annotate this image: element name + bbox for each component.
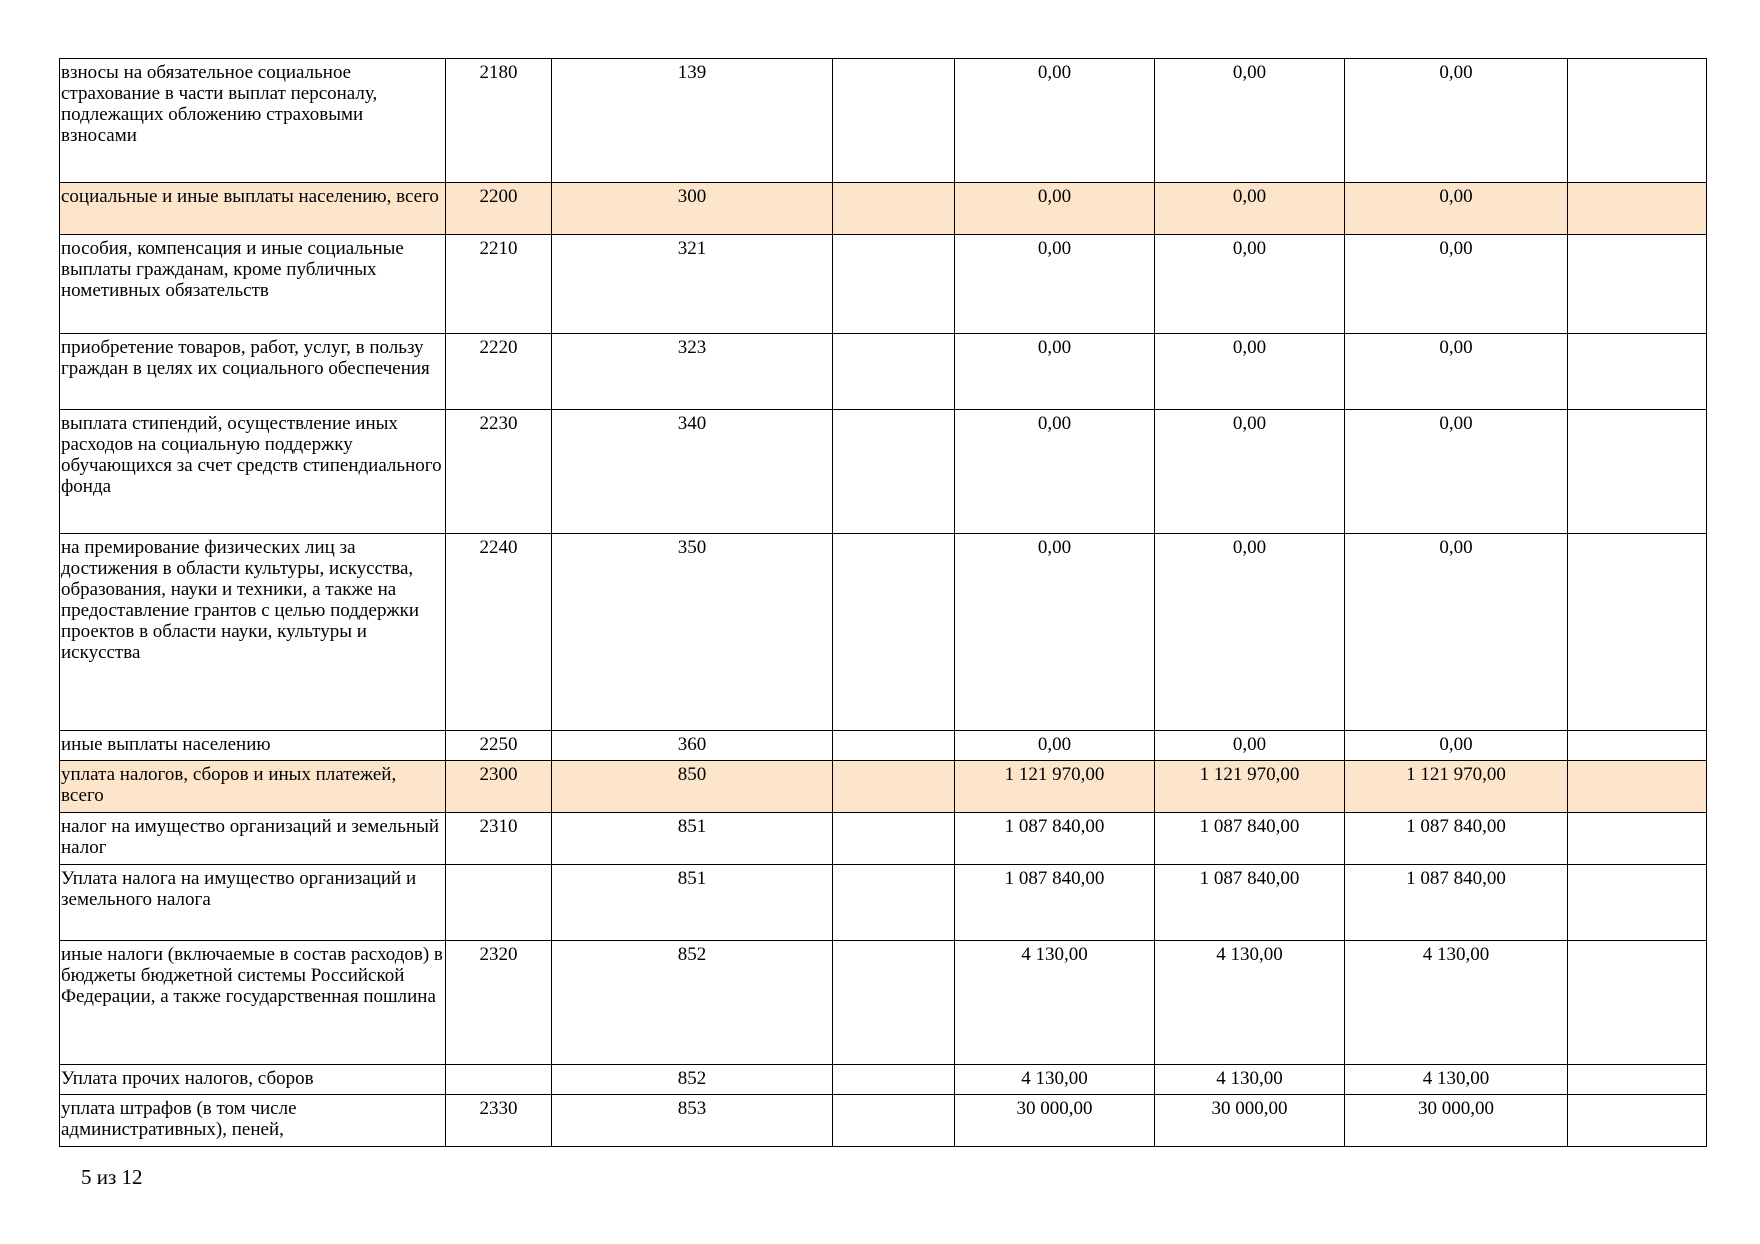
table-row <box>60 534 1707 731</box>
cell-amount-year-3: 4 130,00 <box>1345 1065 1568 1095</box>
table-row <box>60 59 1707 183</box>
cell-amount-year-2: 1 087 840,00 <box>1155 865 1345 941</box>
cell-amount-year-3: 0,00 <box>1345 183 1568 235</box>
cell-amount-year-1: 0,00 <box>955 183 1155 235</box>
cell-amount-year-3: 0,00 <box>1345 59 1568 183</box>
cell-description: социальные и иные выплаты населению, всего <box>60 183 446 235</box>
cell-amount-year-3: 0,00 <box>1345 731 1568 761</box>
cell-line-code: 2200 <box>446 183 552 235</box>
cell-kbk-code: 323 <box>552 334 833 410</box>
cell-kbk-code: 851 <box>552 813 833 865</box>
cell-description: выплата стипендий, осуществление иных расходов на социальную поддержку обучающихся за счет средств стипендиального фонда <box>60 410 446 534</box>
cell-kbk-code: 851 <box>552 865 833 941</box>
cell-amount-year-3: 30 000,00 <box>1345 1095 1568 1147</box>
cell-note <box>1568 761 1707 813</box>
cell-note <box>1568 941 1707 1065</box>
cell-amount-year-3: 4 130,00 <box>1345 941 1568 1065</box>
cell-amount-year-2: 0,00 <box>1155 731 1345 761</box>
cell-description: приобретение товаров, работ, услуг, в пользу граждан в целях их социального обеспечения <box>60 334 446 410</box>
cell-line-code: 2230 <box>446 410 552 534</box>
cell-extra-code <box>833 183 955 235</box>
cell-note <box>1568 865 1707 941</box>
table-body <box>60 59 1707 1147</box>
cell-amount-year-1: 0,00 <box>955 59 1155 183</box>
cell-extra-code <box>833 761 955 813</box>
cell-extra-code <box>833 731 955 761</box>
table-row <box>60 865 1707 941</box>
table-row <box>60 1065 1707 1095</box>
cell-kbk-code: 340 <box>552 410 833 534</box>
cell-amount-year-1: 0,00 <box>955 235 1155 334</box>
cell-note <box>1568 813 1707 865</box>
financial-plan-table <box>59 58 1707 1147</box>
cell-note <box>1568 334 1707 410</box>
cell-amount-year-2: 0,00 <box>1155 334 1345 410</box>
cell-line-code: 2310 <box>446 813 552 865</box>
cell-amount-year-1: 0,00 <box>955 410 1155 534</box>
table-row <box>60 235 1707 334</box>
cell-line-code: 2210 <box>446 235 552 334</box>
table-row <box>60 410 1707 534</box>
cell-line-code: 2250 <box>446 731 552 761</box>
cell-kbk-code: 850 <box>552 761 833 813</box>
cell-amount-year-2: 0,00 <box>1155 183 1345 235</box>
cell-amount-year-2: 4 130,00 <box>1155 1065 1345 1095</box>
cell-extra-code <box>833 534 955 731</box>
cell-extra-code <box>833 865 955 941</box>
cell-note <box>1568 410 1707 534</box>
cell-extra-code <box>833 235 955 334</box>
table-row <box>60 731 1707 761</box>
cell-line-code <box>446 865 552 941</box>
cell-amount-year-3: 0,00 <box>1345 235 1568 334</box>
cell-description: Уплата прочих налогов, сборов <box>60 1065 446 1095</box>
cell-description: уплата штрафов (в том числе административных), пеней, <box>60 1095 446 1147</box>
cell-amount-year-3: 0,00 <box>1345 534 1568 731</box>
cell-note <box>1568 59 1707 183</box>
table-row <box>60 813 1707 865</box>
cell-amount-year-3: 0,00 <box>1345 334 1568 410</box>
cell-amount-year-2: 0,00 <box>1155 59 1345 183</box>
cell-note <box>1568 534 1707 731</box>
cell-amount-year-2: 1 121 970,00 <box>1155 761 1345 813</box>
cell-line-code: 2300 <box>446 761 552 813</box>
cell-amount-year-1: 1 121 970,00 <box>955 761 1155 813</box>
cell-extra-code <box>833 1065 955 1095</box>
cell-amount-year-3: 1 087 840,00 <box>1345 813 1568 865</box>
cell-amount-year-2: 0,00 <box>1155 534 1345 731</box>
cell-line-code: 2180 <box>446 59 552 183</box>
cell-amount-year-1: 1 087 840,00 <box>955 813 1155 865</box>
cell-amount-year-1: 30 000,00 <box>955 1095 1155 1147</box>
cell-extra-code <box>833 334 955 410</box>
cell-line-code: 2220 <box>446 334 552 410</box>
cell-extra-code <box>833 410 955 534</box>
cell-amount-year-1: 4 130,00 <box>955 941 1155 1065</box>
cell-amount-year-3: 1 087 840,00 <box>1345 865 1568 941</box>
table-row <box>60 334 1707 410</box>
cell-extra-code <box>833 59 955 183</box>
cell-amount-year-3: 0,00 <box>1345 410 1568 534</box>
cell-amount-year-3: 1 121 970,00 <box>1345 761 1568 813</box>
cell-note <box>1568 183 1707 235</box>
cell-amount-year-2: 1 087 840,00 <box>1155 813 1345 865</box>
cell-description: налог на имущество организаций и земельный налог <box>60 813 446 865</box>
cell-amount-year-1: 0,00 <box>955 334 1155 410</box>
cell-note <box>1568 731 1707 761</box>
cell-line-code <box>446 1065 552 1095</box>
cell-line-code: 2320 <box>446 941 552 1065</box>
cell-amount-year-2: 0,00 <box>1155 410 1345 534</box>
cell-amount-year-2: 0,00 <box>1155 235 1345 334</box>
cell-description: на премирование физических лиц за достижения в области культуры, искусства, образования, науки и техники, а также на предоставление грантов с целью поддержки проектов в области науки, культуры и искусства <box>60 534 446 731</box>
cell-extra-code <box>833 941 955 1065</box>
cell-kbk-code: 300 <box>552 183 833 235</box>
cell-kbk-code: 360 <box>552 731 833 761</box>
cell-amount-year-2: 30 000,00 <box>1155 1095 1345 1147</box>
page-number: 5 из 12 <box>81 1165 143 1189</box>
cell-kbk-code: 852 <box>552 941 833 1065</box>
cell-kbk-code: 853 <box>552 1095 833 1147</box>
cell-description: иные налоги (включаемые в состав расходов) в бюджеты бюджетной системы Российской Федерации, а также государственная пошлина <box>60 941 446 1065</box>
cell-note <box>1568 235 1707 334</box>
cell-extra-code <box>833 1095 955 1147</box>
cell-note <box>1568 1095 1707 1147</box>
cell-note <box>1568 1065 1707 1095</box>
cell-description: Уплата налога на имущество организаций и земельного налога <box>60 865 446 941</box>
table-row <box>60 183 1707 235</box>
table-row <box>60 761 1707 813</box>
cell-extra-code <box>833 813 955 865</box>
table-row <box>60 1095 1707 1147</box>
cell-kbk-code: 139 <box>552 59 833 183</box>
cell-kbk-code: 852 <box>552 1065 833 1095</box>
cell-amount-year-1: 0,00 <box>955 731 1155 761</box>
cell-description: взносы на обязательное социальное страхование в части выплат персоналу, подлежащих обложению страховыми взносами <box>60 59 446 183</box>
cell-amount-year-1: 0,00 <box>955 534 1155 731</box>
cell-line-code: 2330 <box>446 1095 552 1147</box>
cell-description: пособия, компенсация и иные социальные выплаты гражданам, кроме публичных нометивных обязательств <box>60 235 446 334</box>
cell-kbk-code: 350 <box>552 534 833 731</box>
cell-kbk-code: 321 <box>552 235 833 334</box>
cell-amount-year-2: 4 130,00 <box>1155 941 1345 1065</box>
table-row <box>60 941 1707 1065</box>
cell-description: иные выплаты населению <box>60 731 446 761</box>
cell-amount-year-1: 1 087 840,00 <box>955 865 1155 941</box>
cell-amount-year-1: 4 130,00 <box>955 1065 1155 1095</box>
cell-description: уплата налогов, сборов и иных платежей, всего <box>60 761 446 813</box>
cell-line-code: 2240 <box>446 534 552 731</box>
